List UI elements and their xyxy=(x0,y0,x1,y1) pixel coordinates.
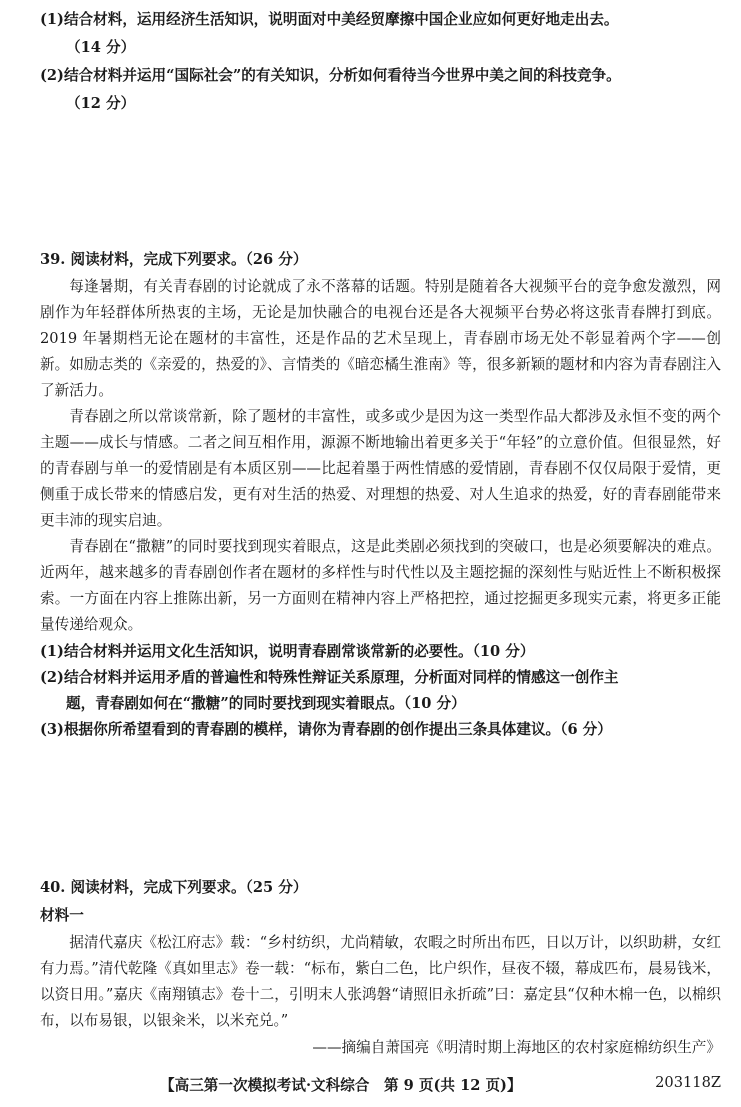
q39-req-2a: (2)结合材料并运用矛盾的普遍性和特殊性辩证关系原理，分析面对同样的情感这一创作主 xyxy=(40,669,619,686)
q40-source: ——摘编自萧国亮《明清时期上海地区的农村家庭棉纺织生产》 xyxy=(312,1039,721,1056)
q39-req-3: (3)根据你所希望看到的青春剧的模样，请你为青春剧的创作提出三条具体建议。（6 分） xyxy=(40,721,612,738)
q39-para-3: 青春剧在“撒糖”的同时要找到现实着眼点，这是此类剧必须找到的突破口，也是必须要解决的难点。近两年，越来越多的青春剧创作者在题材的多样性与时代性以及主题挖掘的深刻性与贴近性上不断积极探索。一方面在内容上推陈出新，另一方面则在精神内容上严格把控，通过挖掘更多现实元素，将更多正能量传递给观众。 xyxy=(40,538,721,633)
q39-para-2: 青春剧之所以常谈常新，除了题材的丰富性，或多或少是因为这一类型作品大都涉及永恒不变的两个主题——成长与情感。二者之间互相作用，源源不断地输出着更多关于“年轻”的立意价值。但很显然，好的青春剧与单一的爱情剧是有本质区别——比起着墨于两性情感的爱情剧，青春剧不仅仅局限于爱情，更侧重于成长带来的情感启发，更有对生活的热爱、对理想的热爱、对人生追求的热爱，好的青春剧能带来更丰沛的现实启迪。 xyxy=(40,408,721,529)
q38-part2-score: （12 分） xyxy=(66,95,136,112)
q39-req-1: (1)结合材料并运用文化生活知识，说明青春剧常谈常新的必要性。（10 分） xyxy=(40,643,535,660)
q38-part1: (1)结合材料，运用经济生活知识，说明面对中美经贸摩擦中国企业应如何更好地走出去。 xyxy=(40,11,619,28)
q39-para-1: 每逢暑期，有关青春剧的讨论就成了永不落幕的话题。特别是随着各大视频平台的竞争愈发激烈，网剧作为年轻群体所热衷的主场，无论是加快融合的电视台还是各大视频平台势必将这张青春牌打到底。2019 年暑期档无论在题材的丰富性，还是作品的艺术呈现上，青春剧市场无处不彰显着两个字——创新。如励志类的《亲爱的，热爱的》、言情类的《暗恋橘生淮南》等，很多新颖的题材和内容为青春剧注入了新活力。 xyxy=(40,278,721,399)
q40-material-label: 材料一 xyxy=(40,907,84,924)
paper-code: 203118Z xyxy=(655,1074,721,1091)
q39-heading: 39. 阅读材料，完成下列要求。（26 分） xyxy=(40,251,308,268)
q39-req-2b: 题，青春剧如何在“撒糖”的同时要找到现实着眼点。（10 分） xyxy=(66,695,466,712)
q40-para-1: 据清代嘉庆《松江府志》载：“乡村纺织，尤尚精敏，农暇之时所出布匹，日以万计，以织助耕，女红有力焉。”清代乾隆《真如里志》卷一载：“标布，紫白二色，比户织作，昼夜不辍，幕成匹布，晨易钱米，以资日用。”嘉庆《南翔镇志》卷十二，引明末人张鸿磐“请照旧永折疏”曰：嘉定县“仅种木棉一色，以棉织布，以布易银，以银籴米，以米充兑。” xyxy=(40,934,721,1029)
q40-heading: 40. 阅读材料，完成下列要求。（25 分） xyxy=(40,879,308,896)
q38-part1-score: （14 分） xyxy=(66,39,136,56)
q38-part2: (2)结合材料并运用“国际社会”的有关知识，分析如何看待当今世界中美之间的科技竞争。 xyxy=(40,67,621,84)
page-footer: 【高三第一次模拟考试·文科综合 第 9 页(共 12 页)】 xyxy=(160,1077,522,1094)
